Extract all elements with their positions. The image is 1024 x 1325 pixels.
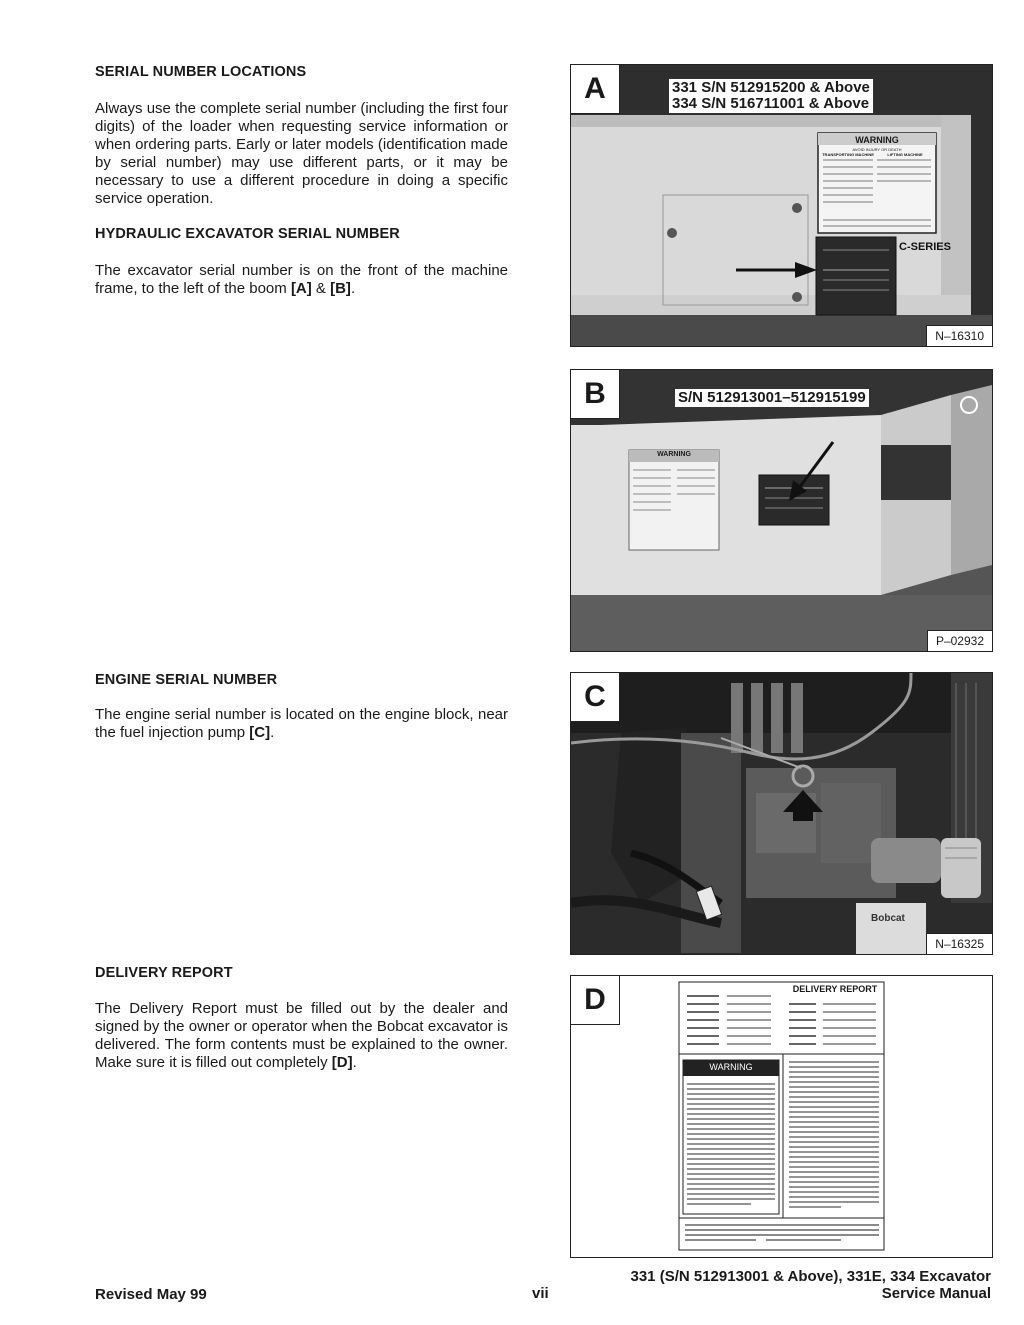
- figure-b-warning-title: WARNING: [657, 451, 691, 458]
- excavator-serial-body: The excavator serial number is on the front of the machine frame, to the left of the boom [A] & [B].: [95, 262, 508, 297]
- figure-c-letter: C: [571, 673, 620, 722]
- footer-revised: Revised May 99: [95, 1286, 207, 1303]
- figure-c-code: N–16325: [926, 933, 992, 954]
- figure-b-serial-label: S/N 512913001–512915199: [674, 388, 870, 408]
- delivery-report-heading: DELIVERY REPORT: [95, 965, 233, 981]
- figure-d: [570, 975, 993, 1258]
- figure-a: [570, 64, 993, 347]
- page-number: vii: [532, 1285, 549, 1302]
- figure-b-photo: [571, 370, 992, 651]
- figure-a-warning-col2: LIFTING MACHINE: [887, 152, 923, 157]
- ref-figure-a: [A]: [290, 280, 312, 297]
- figure-a-warning-sub: AVOID INJURY OR DEATH: [852, 147, 902, 152]
- serial-locations-body: Always use the complete serial number (including the first four digits) of the loader when requesting service information or when ordering parts. Early or later models (identification made by serial number) may use different parts, or it may be necessary to use a different procedure in doing a specific service operation.: [95, 100, 508, 207]
- ref-figure-c: [C]: [249, 724, 271, 741]
- figure-b-code: P–02932: [927, 630, 992, 651]
- figure-b: [570, 369, 993, 652]
- figure-d-form: [571, 976, 992, 1257]
- figure-d-form-title: DELIVERY REPORT: [792, 984, 878, 994]
- serial-locations-heading: SERIAL NUMBER LOCATIONS: [95, 64, 307, 80]
- figure-c-photo: [571, 673, 992, 954]
- engine-serial-heading: ENGINE SERIAL NUMBER: [95, 672, 278, 688]
- ref-figure-b: [B]: [330, 280, 351, 297]
- figure-d-letter: D: [571, 976, 620, 1025]
- ref-figure-d: [D]: [331, 1054, 353, 1071]
- figure-b-letter: B: [571, 370, 620, 419]
- figure-a-warning-col1: TRANSPORTING MACHINE: [822, 152, 874, 157]
- figure-a-warning-title: WARNING: [855, 135, 899, 145]
- figure-d-warning-label: WARNING: [709, 1062, 753, 1072]
- engine-serial-body: The engine serial number is located on the engine block, near the fuel injection pump [C].: [95, 706, 508, 741]
- figure-a-serial-label: 331 S/N 512915200 & Above 334 S/N 516711001 & Above: [668, 78, 874, 114]
- delivery-report-body: The Delivery Report must be filled out by the dealer and signed by the owner or operator when the Bobcat excavator is delivered. The form contents must be explained to the owner. Make sure it is filled out completely [D].: [95, 1000, 508, 1071]
- figure-a-series-label: C-SERIES: [899, 241, 951, 253]
- excavator-serial-heading: HYDRAULIC EXCAVATOR SERIAL NUMBER: [95, 226, 400, 242]
- figure-a-code: N–16310: [926, 325, 992, 346]
- figure-c-brand: Bobcat: [871, 913, 905, 924]
- footer-manual-title: 331 (S/N 512913001 & Above), 331E, 334 Excavator Service Manual: [630, 1268, 991, 1302]
- figure-a-letter: A: [571, 65, 620, 114]
- figure-c: [570, 672, 993, 955]
